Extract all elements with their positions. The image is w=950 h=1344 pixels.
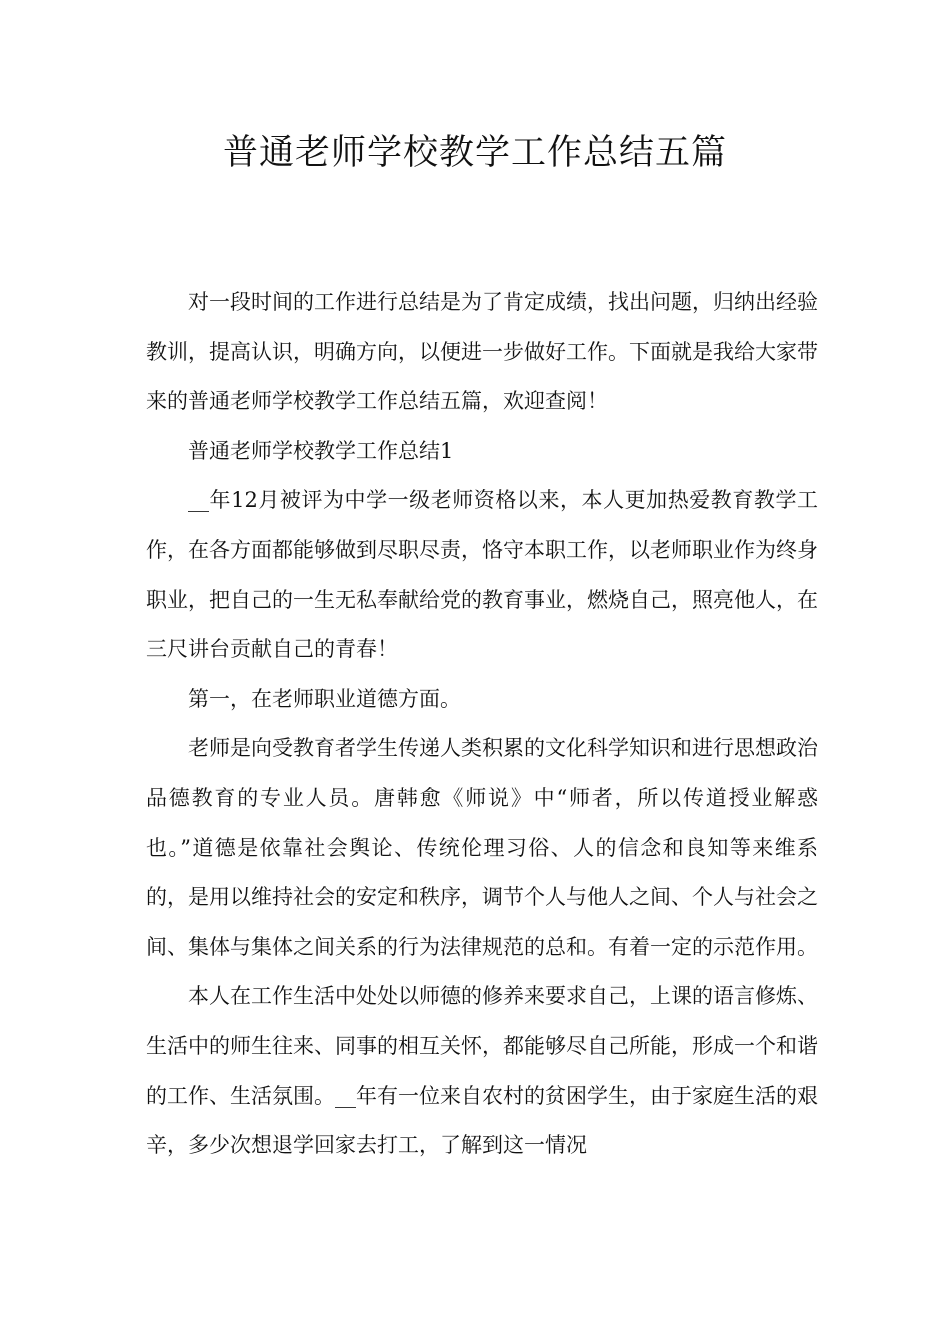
paragraph-3: 本人在工作生活中处处以师德的修养来要求自己，上课的语言修炼、生活中的师生往来、同事的相互关怀，都能够尽自己所能，形成一个和谐的工作、生活氛围。__年有一位来自农村的贫困学生，由于家庭生活的艰辛，多少次想退学回家去打工，了解到这一情况 xyxy=(146,984,818,1158)
subheading-ethics: 第一，在老师职业道德方面。 xyxy=(188,686,461,711)
paragraph-intro: 对一段时间的工作进行总结是为了肯定成绩，找出问题，归纳出经验教训，提高认识，明确方向，以便进一步做好工作。下面就是我给大家带来的普通老师学校教学工作总结五篇，欢迎查阅！ xyxy=(146,290,818,414)
section-heading-1: 普通老师学校教学工作总结1 xyxy=(188,438,454,463)
paragraph-1: __年12月被评为中学一级老师资格以来，本人更加热爱教育教学工作，在各方面都能够做到尽职尽责，恪守本职工作，以老师职业作为终身职业，把自己的一生无私奉献给党的教育事业，燃烧自己，照亮他人，在三尺讲台贡献自己的青春！ xyxy=(146,488,818,662)
document-body xyxy=(146,278,818,1171)
paragraph-2: 老师是向受教育者学生传递人类积累的文化科学知识和进行思想政治品德教育的专业人员。唐韩愈《师说》中“师者，所以传道授业解惑也。”道德是依靠社会舆论、传统伦理习俗、人的信念和良知等来维系的，是用以维持社会的安定和秩序，调节个人与他人之间、个人与社会之间、集体与集体之间关系的行为法律规范的总和。有着一定的示范作用。 xyxy=(146,736,818,959)
page-title: 普通老师学校教学工作总结五篇 xyxy=(222,133,727,173)
